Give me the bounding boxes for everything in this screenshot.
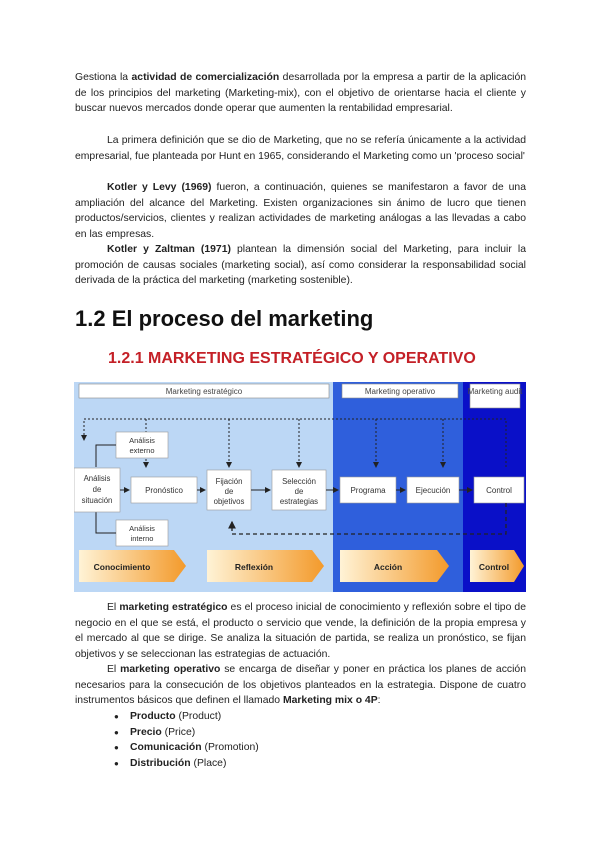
phase-accion: Acción [373,562,403,572]
list-item: ● Precio (Price) [130,725,259,741]
node-pronostico: Pronóstico [145,486,183,495]
node-fijacion-objetivos: Fijación de objetivos [213,477,245,506]
subsection-heading: 1.2.1 MARKETING ESTRATÉGICO Y OPERATIVO [108,350,476,367]
header-audit: Marketing audit [467,387,523,396]
paragraph-kotler-zaltman: Kotler y Zaltman (1971) plantean la dimensión social del Marketing, para incluir la promoción de causas sociales (marketing social), así como considerar la responsabilidad social derivada de la práctica del marketing (marketing sostenible). [75,244,526,287]
node-programa: Programa [350,486,386,495]
section-heading: 1.2 El proceso del marketing [75,306,374,331]
node-analisis-situacion: Análisis de situación [81,474,113,505]
phase-control: Control [478,562,510,572]
list-item: ● Distribución (Place) [130,756,259,772]
paragraph-hunt: La primera definición que se dio de Marketing, que no se refería únicamente a la actividad empresarial, fue planteada por Hunt en 1965, considerando el Marketing como un 'proceso social' [75,135,526,162]
phase-reflexion: Reflexión [234,562,274,572]
paragraph-intro: Gestiona la actividad de comercialización desarrollada por la empresa a partir de la aplicación de los principios del marketing (Marketing-mix), con el objetivo de orientarse hacia el cliente y buscar nuevos mercados donde operar que aumenten la rentabilidad empresarial. [75,72,527,115]
phase-conocimiento: Conocimiento [93,562,151,572]
list-item: ● Comunicación (Promotion) [130,740,259,756]
marketing-process-diagram [74,382,526,592]
header-strategic: Marketing estratégico [165,387,243,396]
paragraph-marketing-operativo: El marketing operativo se encarga de diseñar y poner en práctica los planes de acción necesarios para la consecución de los objetivos planteados en la estrategia. Dispone de cuatro instrumentos básicos que definen el llamado Marketing mix o 4P: [75,664,526,707]
node-ejecucion: Ejecución [415,486,451,495]
node-analisis-interno: Análisis interno [129,524,155,543]
header-operative: Marketing operativo [364,387,436,396]
node-analisis-externo: Análisis externo [129,436,155,455]
list-item: ● Producto (Product) [130,709,259,725]
marketing-mix-list [130,709,259,771]
paragraph-marketing-estrategico: El marketing estratégico es el proceso inicial de conocimiento y reflexión sobre el tipo de negocio en el que se está, el producto o servicio que vende, la definición de la propia empresa y el mercado al que se dirige. Se analiza la situación de partida, se realiza un pronóstico, se fijan objetivos y se seleccionan las estrategias de actuación. [75,602,526,660]
node-seleccion-estrategias: Selección de estrategias [279,477,319,506]
node-control: Control [486,486,512,495]
paragraph-kotler-levy: Kotler y Levy (1969) fueron, a continuación, quienes se manifestaron a favor de una ampliación del alcance del Marketing. Existen organizaciones sin ánimo de lucro que tienen productos/servicios, clientes y realizan actividades de marketing análogas a las llevadas a cabo en las empresas. [75,182,526,240]
